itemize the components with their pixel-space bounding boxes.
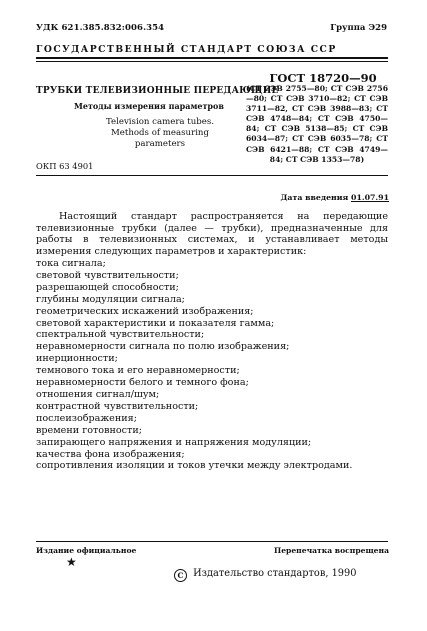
list-item: неравномерности сигнала по полю изображения; bbox=[36, 341, 290, 353]
document-subtitle: Методы измерения параметров bbox=[74, 101, 224, 111]
list-item: качества фона изображения; bbox=[36, 448, 185, 460]
edition-label: Издание официальное bbox=[36, 546, 137, 555]
list-item: инерционности; bbox=[36, 353, 118, 365]
list-item: отношения сигнал/шум; bbox=[36, 388, 160, 400]
intro-paragraph: Настоящий стандарт распространяется на передающие телевизионные трубки (далее — трубки), предназначенные для работы в телевизионных системах, и устанавливает методы измерения следующих параметров и характеристик: bbox=[36, 211, 388, 258]
star-icon: ★ bbox=[66, 555, 77, 569]
reprint-notice: Перепечатка воспрещена bbox=[274, 546, 389, 555]
gost-number: ГОСТ 18720—90 bbox=[269, 71, 377, 85]
copyright-text: Издательство стандартов, 1990 bbox=[193, 568, 357, 579]
list-item: спектральной чувствительности; bbox=[36, 329, 205, 341]
list-item: темнового тока и его неравномерности; bbox=[36, 365, 240, 377]
list-item: контрастной чувствительности; bbox=[36, 400, 199, 412]
copyright-line bbox=[174, 568, 357, 582]
list-item: разрешающей способности; bbox=[36, 281, 179, 293]
group-code: Группа Э29 bbox=[330, 23, 387, 33]
list-item: тока сигнала; bbox=[36, 258, 106, 269]
effective-date bbox=[281, 193, 390, 202]
state-standard-header: ГОСУДАРСТВЕННЫЙ СТАНДАРТ СОЮЗА ССР bbox=[36, 44, 337, 55]
list-item: глубины модуляции сигнала; bbox=[36, 293, 185, 305]
list-item: неравномерности белого и темного фона; bbox=[36, 377, 249, 389]
header-rule-thick bbox=[36, 57, 388, 59]
copyright-icon: С bbox=[174, 569, 187, 582]
list-item: световой чувствительности; bbox=[36, 269, 179, 281]
effective-date-value: 01.07.91 bbox=[351, 193, 389, 202]
list-item: световой характеристики и показателя гамма; bbox=[36, 317, 275, 329]
list-item: геометрических искажений изображения; bbox=[36, 305, 254, 317]
list-item: сопротивления изоляции и токов утечки между электродами. bbox=[36, 460, 353, 472]
list-item: послеизображения; bbox=[36, 412, 137, 424]
parameter-list bbox=[36, 258, 352, 472]
effective-date-label: Дата введения bbox=[280, 193, 349, 202]
header-rule-thin bbox=[36, 61, 388, 62]
gost-references: (СТ СЭВ 2755—80; СТ СЭВ 2756—80; СТ СЭВ 3710—82; СТ СЭВ 3711—82, СТ СЭВ 3988—83; СТ СЭВ 4748—84; СТ СЭВ 4750—84; СТ СЭВ 5138—85; СТ СЭВ 6034—87; СТ СЭВ 6035—78; СТ СЭВ 6421—88; СТ СЭВ 4749—84; СТ СЭВ 1353—78) bbox=[246, 84, 388, 164]
english-title bbox=[90, 117, 230, 150]
english-title-line-1: Television camera tubes. bbox=[105, 117, 215, 127]
udk-code: УДК 621.385.832:006.354 bbox=[36, 23, 165, 33]
english-title-line-2: Methods of measuring parameters bbox=[111, 128, 209, 149]
section-rule bbox=[36, 175, 388, 176]
list-item: времени готовности; bbox=[36, 424, 142, 436]
okp-code: ОКП 63 4901 bbox=[36, 161, 94, 171]
document-title: ТРУБКИ ТЕЛЕВИЗИОННЫЕ ПЕРЕДАЮЩИЕ bbox=[36, 86, 279, 96]
list-item: запирающего напряжения и напряжения модуляции; bbox=[36, 436, 312, 448]
footer-rule bbox=[36, 541, 388, 542]
